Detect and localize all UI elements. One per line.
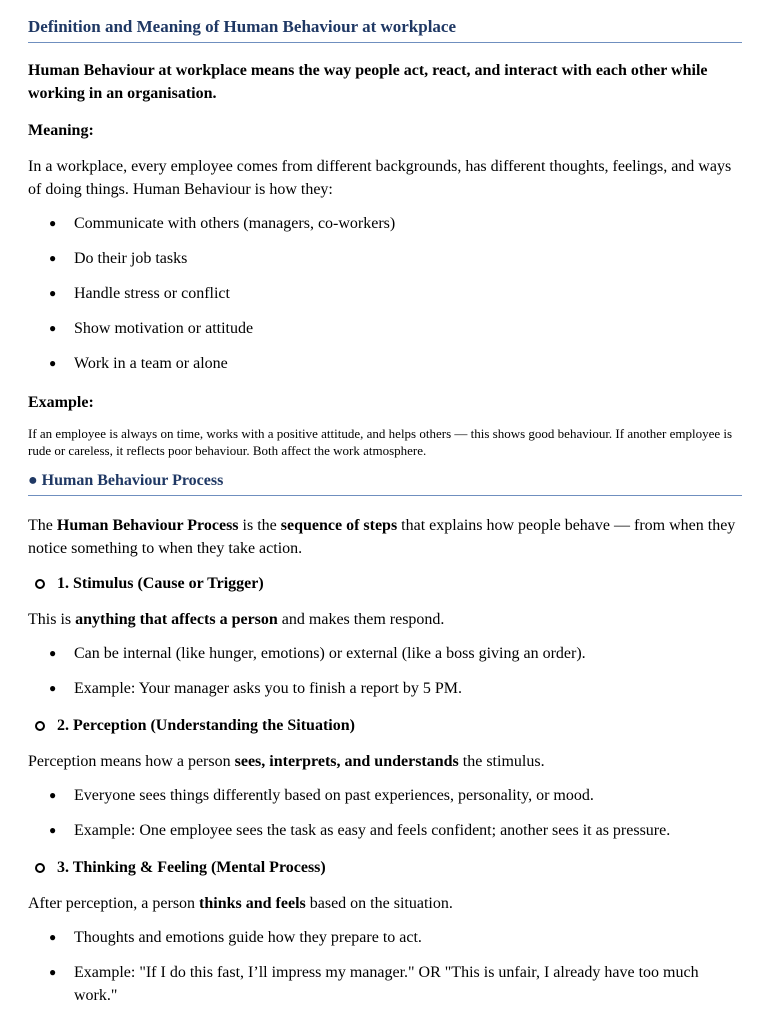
list-item: ● Can be internal (like hunger, emotions) or external (like a boss giving an order). <box>28 642 740 665</box>
bullet-icon: ● <box>49 216 57 230</box>
list-item: ● Work in a team or alone <box>28 352 740 375</box>
bullet-icon: ● <box>49 965 57 979</box>
step-list <box>28 926 740 1007</box>
meaning-intro: In a workplace, every employee comes from different backgrounds, has different thoughts, feelings, and ways of doing things. Human Behaviour is how they: <box>28 158 732 198</box>
bullet-icon: ● <box>49 286 57 300</box>
step-intro: This is anything that affects a person and makes them respond. <box>28 611 445 628</box>
step-intro: Perception means how a person sees, interprets, and understands the stimulus. <box>28 753 545 770</box>
bullet-icon: ● <box>49 681 57 695</box>
circle-bullet-icon <box>35 721 45 731</box>
list-item: ● Communicate with others (managers, co-workers) <box>28 212 740 235</box>
process-heading: ● Human Behaviour Process <box>28 472 742 496</box>
bullet-icon: ● <box>49 930 57 944</box>
bullet-icon: ● <box>49 356 57 370</box>
page-title: Definition and Meaning of Human Behaviour at workplace <box>28 0 742 43</box>
example-label: Example: <box>28 394 94 411</box>
list-item: ● Handle stress or conflict <box>28 282 740 305</box>
bullet-icon: ● <box>49 788 57 802</box>
meaning-label: Meaning: <box>28 122 94 139</box>
process-intro: The Human Behaviour Process is the sequence of steps that explains how people behave — from when they notice something to when they take action. <box>28 517 736 557</box>
step-heading: 3. Thinking & Feeling (Mental Process) <box>28 856 740 879</box>
bullet-icon: ● <box>49 823 57 837</box>
step-intro: After perception, a person thinks and feels based on the situation. <box>28 895 453 912</box>
circle-bullet-icon <box>35 863 45 873</box>
step-heading: 2. Perception (Understanding the Situation) <box>28 714 740 737</box>
step-list <box>28 784 740 842</box>
list-item: ● Thoughts and emotions guide how they prepare to act. <box>28 926 740 949</box>
bullet-icon: ● <box>49 646 57 660</box>
list-item: ● Do their job tasks <box>28 247 740 270</box>
example-text: If an employee is always on time, works with a positive attitude, and helps others — this shows good behaviour. If another employee is rude or careless, it reflects poor behaviour. Both affect the work atmosphere. <box>28 426 733 458</box>
list-item: ● Show motivation or attitude <box>28 317 740 340</box>
step-list <box>28 642 740 700</box>
meaning-list <box>28 212 740 375</box>
list-item: ● Example: One employee sees the task as easy and feels confident; another sees it as pressure. <box>28 819 740 842</box>
bullet-icon: ● <box>49 321 57 335</box>
list-item: ● Example: "If I do this fast, I’ll impress my manager." OR "This is unfair, I already have too much work." <box>28 961 740 1007</box>
bullet-icon: ● <box>49 251 57 265</box>
list-item: ● Example: Your manager asks you to finish a report by 5 PM. <box>28 677 740 700</box>
circle-bullet-icon <box>35 579 45 589</box>
step-heading: 1. Stimulus (Cause or Trigger) <box>28 572 740 595</box>
definition-text: Human Behaviour at workplace means the way people act, react, and interact with each other while working in an organisation. <box>28 62 708 102</box>
list-item: ● Everyone sees things differently based on past experiences, personality, or mood. <box>28 784 740 807</box>
